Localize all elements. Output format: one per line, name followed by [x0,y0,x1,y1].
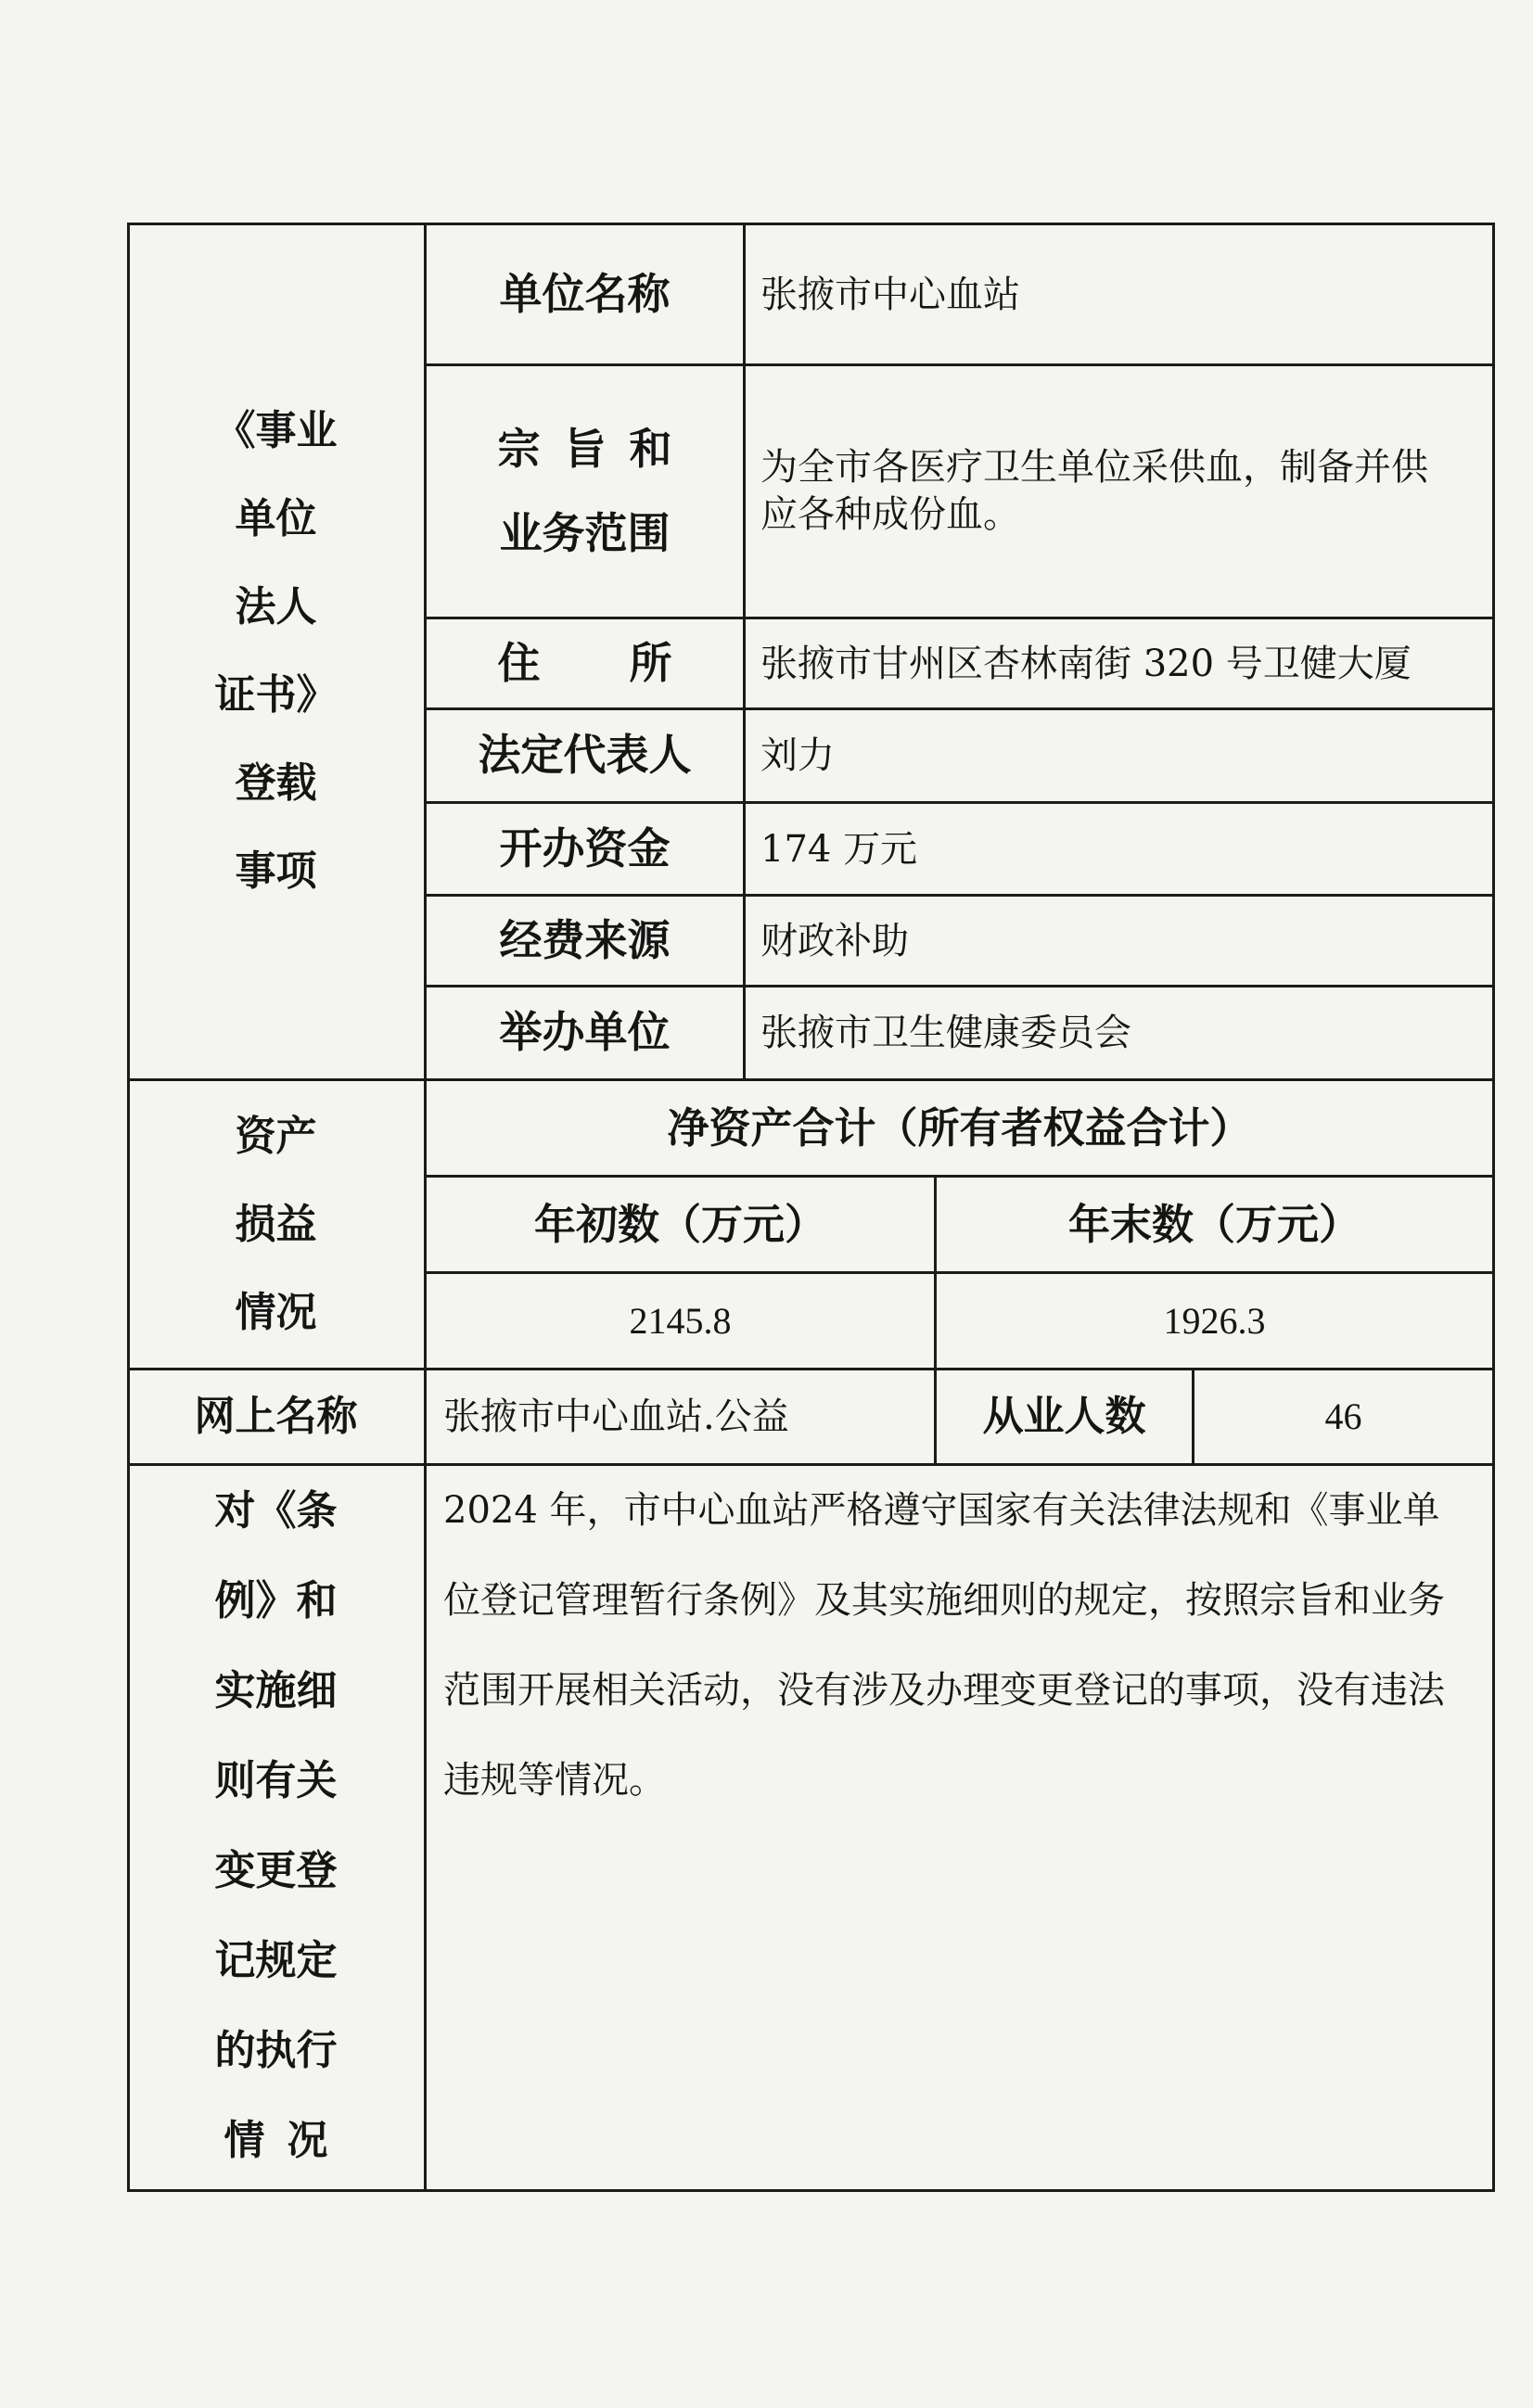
sponsor-label-cell [427,987,743,1078]
compliance-text-cell [427,1466,1492,2189]
unit-name-label-cell [427,225,743,364]
section-label-line: 情况 [235,1289,317,1336]
net-assets-heading: 净资产合计（所有者权益合计） [667,1102,1252,1153]
opening-label-cell [427,1178,934,1271]
address-value: 张掖市甘州区杏林南街 320 号卫健大厦 [760,642,1412,685]
start-up-capital-label-cell [427,804,743,894]
staff-count-label: 从业人数 [982,1392,1146,1440]
section-label-line: 记规定 [214,1937,338,1984]
opening-value: 2145.8 [629,1299,732,1342]
online-name-value-cell [427,1370,934,1463]
compliance-text-line: 范围开展相关活动，没有涉及办理变更登记的事项，没有违法 [443,1669,1445,1712]
section-label-line: 情 况 [224,2117,328,2164]
online-name-label: 网上名称 [194,1392,358,1440]
section-label-line: 《事业 [214,407,338,454]
section-label-line: 的执行 [214,2027,338,2074]
purpose-scope-label-line: 宗 旨 和 [497,424,672,474]
purpose-scope-label-cell [427,366,743,617]
closing-value-cell [937,1274,1492,1368]
staff-count-value-cell [1194,1370,1492,1463]
purpose-scope-value-cell [746,366,1492,617]
section-label-line: 例》和 [214,1577,338,1624]
funding-source-label-cell [427,897,743,985]
compliance-text-line: 2024 年，市中心血站严格遵守国家有关法律法规和《事业单 [443,1489,1440,1532]
section-label-line: 单位 [235,495,317,542]
purpose-scope-label-line: 业务范围 [499,508,671,558]
purpose-scope-value-line: 为全市各医疗卫生单位采供血，制备并供 [760,446,1428,489]
legal-representative-label-cell [427,710,743,801]
registration-section-label [130,225,422,1077]
legal-representative-value-cell [746,710,1492,801]
section-label-line: 变更登 [214,1847,338,1894]
sponsor-value-cell [746,987,1492,1078]
assets-section-label [130,1081,422,1368]
start-up-capital-value-cell [746,804,1492,894]
section-label-line: 损益 [235,1201,317,1248]
compliance-text-line: 违规等情况。 [443,1759,666,1802]
start-up-capital-value: 174 万元 [760,827,918,871]
address-label-cell [427,619,743,707]
purpose-scope-value-line: 应各种成份血。 [760,493,1020,536]
section-label-line: 证书》 [214,671,338,719]
unit-name-value: 张掖市中心血站 [760,274,1020,316]
opening-value-cell [427,1274,934,1368]
section-label-line: 登载 [235,759,317,807]
funding-source-label: 经费来源 [499,914,671,965]
closing-value: 1926.3 [1163,1299,1266,1342]
section-label-line: 事项 [235,847,317,895]
start-up-capital-label: 开办资金 [499,822,671,873]
funding-source-value: 财政补助 [760,919,909,962]
section-label-line: 对《条 [214,1487,338,1535]
online-name-label-cell [130,1370,422,1463]
compliance-text-line: 位登记管理暂行条例》及其实施细则的规定，按照宗旨和业务 [443,1579,1445,1622]
section-label-line: 法人 [235,583,317,631]
net-assets-heading-cell [427,1081,1492,1175]
section-label-line: 则有关 [214,1757,338,1804]
address-value-cell [746,619,1492,707]
legal-representative-label: 法定代表人 [478,730,692,781]
closing-label-cell [937,1178,1492,1271]
legal-representative-value: 刘力 [760,734,835,777]
opening-label: 年初数（万元） [533,1199,826,1249]
sponsor-value: 张掖市卫生健康委员会 [760,1012,1131,1054]
closing-label: 年末数（万元） [1067,1199,1361,1249]
online-name-value: 张掖市中心血站.公益 [443,1395,789,1438]
unit-name-value-cell [746,225,1492,364]
unit-name-label: 单位名称 [499,269,671,320]
staff-count-label-cell [937,1370,1192,1463]
staff-count-value: 46 [1324,1395,1362,1437]
address-label: 住 所 [497,637,672,688]
section-label-line: 实施细 [214,1667,338,1714]
sponsor-label: 举办单位 [499,1007,671,1058]
compliance-section-label [130,1466,422,2189]
funding-source-value-cell [746,897,1492,985]
section-label-line: 资产 [235,1113,317,1160]
